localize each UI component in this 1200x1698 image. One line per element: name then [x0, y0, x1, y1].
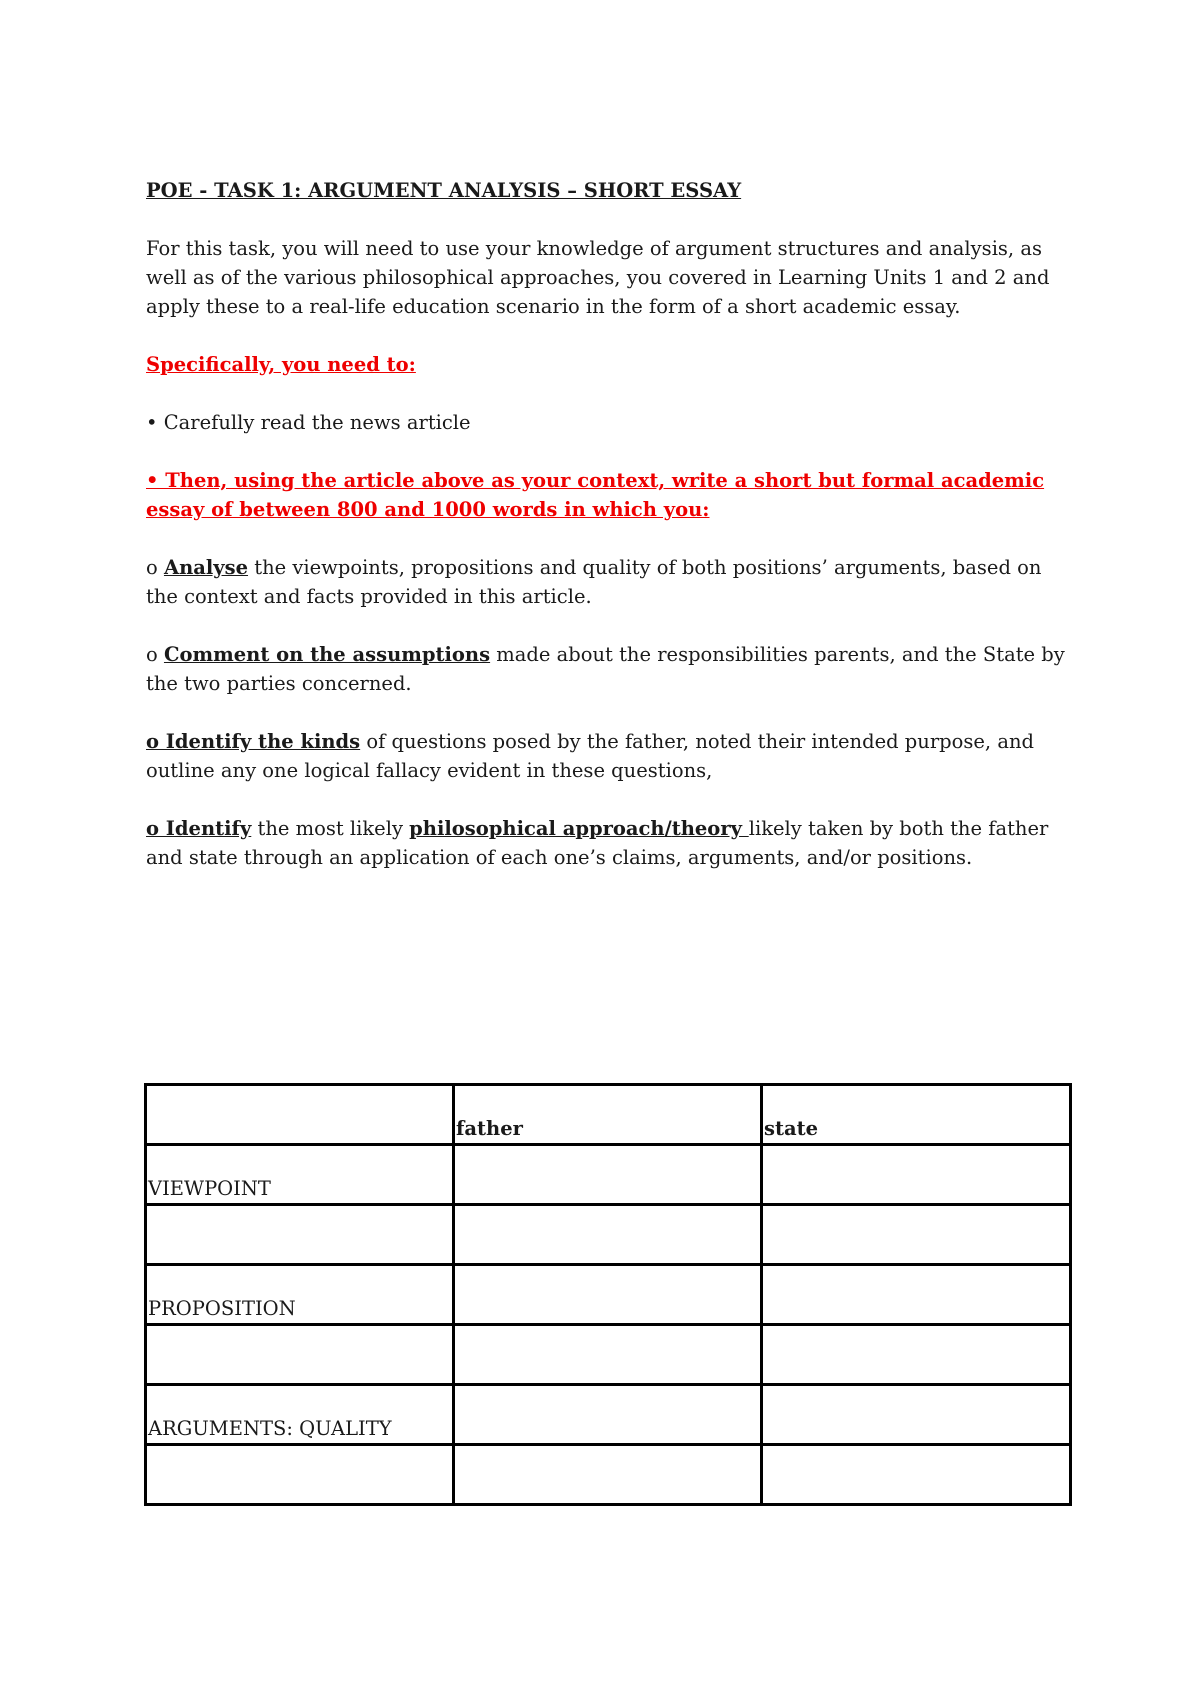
- table-cell: [146, 1085, 454, 1145]
- table-cell: [762, 1205, 1071, 1265]
- table-cell: [762, 1265, 1071, 1325]
- table-row: [146, 1385, 1071, 1445]
- table-cell: [762, 1145, 1071, 1205]
- table-row: [146, 1265, 1071, 1325]
- table-cell: [762, 1385, 1071, 1445]
- document-title: POE - TASK 1: ARGUMENT ANALYSIS – SHORT ESSAY: [146, 179, 742, 202]
- table-cell: [454, 1265, 762, 1325]
- task-item-approach-emphasis: o Identify: [146, 817, 252, 840]
- table-cell: [454, 1205, 762, 1265]
- task-item-questions: o Identify the kinds of questions posed by the father, noted their intended purpose, and outline any one logical fallacy evident in these questions,: [146, 730, 1034, 782]
- table-header-father: father: [454, 1085, 762, 1145]
- theory-emphasis: theory: [671, 817, 749, 840]
- intro-paragraph: For this task, you will need to use your knowledge of argument structures and analysis, as well as of the various philosophical approaches, you covered in Learning Units 1 and 2 and apply these to a real-life education scenario in the form of a short academic essay.: [146, 237, 1050, 318]
- table-row: [146, 1145, 1071, 1205]
- analysis-table: [144, 1083, 1072, 1506]
- bullet-read-article: • Carefully read the news article: [146, 411, 471, 434]
- document-body: [146, 176, 1066, 872]
- table-cell: [762, 1445, 1071, 1505]
- table-cell: [454, 1325, 762, 1385]
- task-item-questions-emphasis: o Identify the kinds: [146, 730, 361, 753]
- bullet-write-essay: • Then, using the article above as your context, write a short but formal academic essay of between 800 and 1000 words in which you:: [146, 469, 1045, 521]
- table-row-label: VIEWPOINT: [146, 1145, 454, 1205]
- table-cell: [762, 1325, 1071, 1385]
- table-row: [146, 1445, 1071, 1505]
- philosophical-approach-emphasis: philosophical approach: [409, 817, 665, 840]
- table-header-row: [146, 1085, 1071, 1145]
- table-row: [146, 1205, 1071, 1265]
- table-row-label: [146, 1445, 454, 1505]
- table-cell: [454, 1445, 762, 1505]
- task-item-analyse: o Analyse the viewpoints, propositions and quality of both positions’ arguments, based on the context and facts provided in this article.: [146, 556, 1042, 608]
- task-item-assumptions-emphasis: Comment on the assumptions: [163, 643, 491, 666]
- table-row-label: [146, 1325, 454, 1385]
- table-row-label: ARGUMENTS: QUALITY: [146, 1385, 454, 1445]
- table-row: [146, 1325, 1071, 1385]
- task-item-analyse-emphasis: Analyse: [163, 556, 249, 579]
- specifically-heading: Specifically, you need to:: [146, 353, 416, 376]
- task-item-approach: o Identify the most likely philosophical approach/theory likely taken by both the father and state through an application of each one’s claims, arguments, and/or positions.: [146, 817, 1049, 869]
- table-row-label: PROPOSITION: [146, 1265, 454, 1325]
- table-cell: [454, 1145, 762, 1205]
- table-row-label: [146, 1205, 454, 1265]
- table-header-state: state: [762, 1085, 1071, 1145]
- task-item-assumptions: o Comment on the assumptions made about the responsibilities parents, and the State by the two parties concerned.: [146, 643, 1065, 695]
- table-cell: [454, 1385, 762, 1445]
